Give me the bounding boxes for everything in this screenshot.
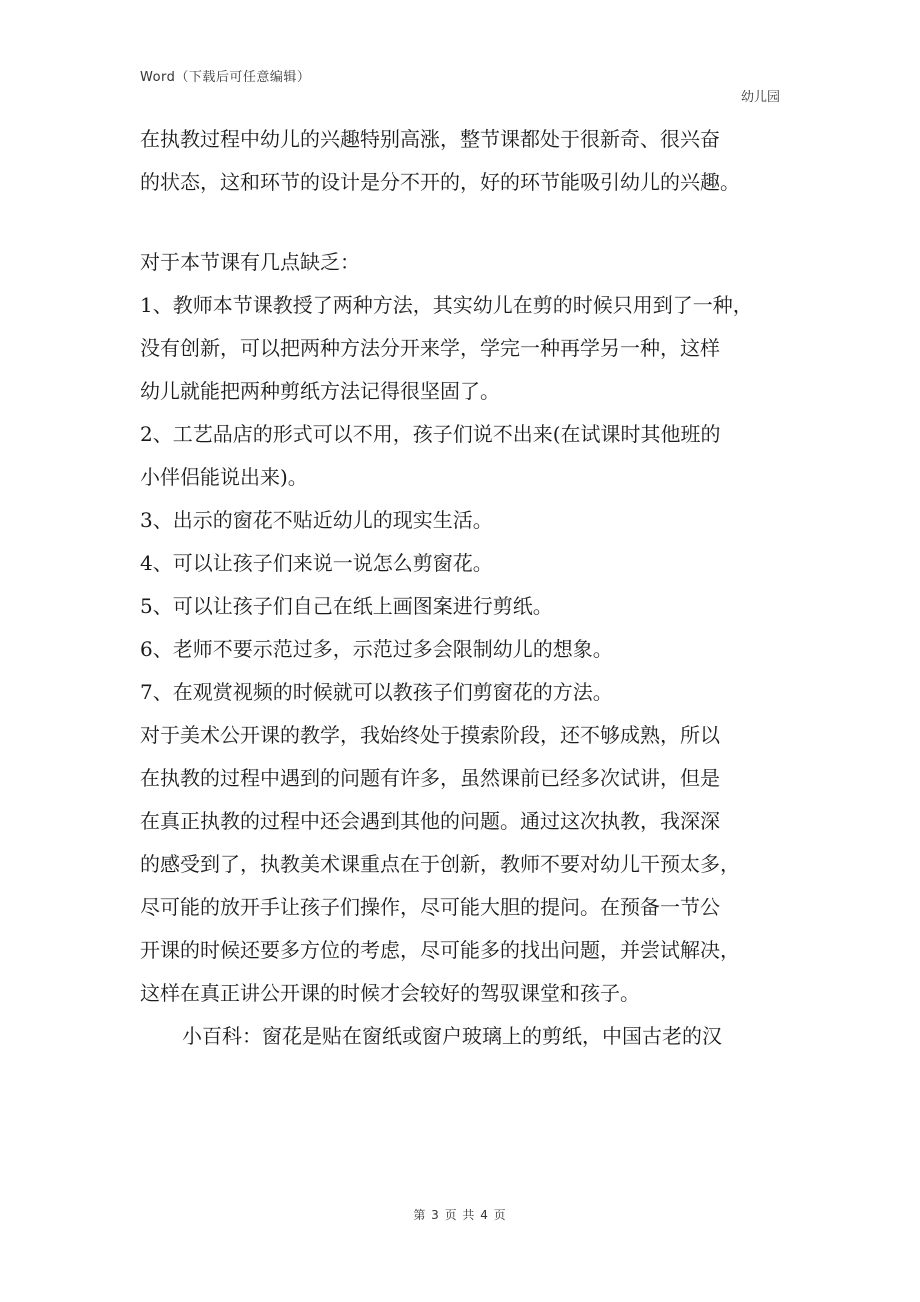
text-line: 4、可以让孩子们来说一说怎么剪窗花。 bbox=[140, 551, 493, 575]
text-line: 在执教过程中幼儿的兴趣特别高涨，整节课都处于很新奇、很兴奋 bbox=[140, 127, 720, 151]
text-line: 对于本节课有几点缺乏： bbox=[140, 250, 360, 274]
text-line: 这样在真正讲公开课的时候才会较好的驾驭课堂和孩子。 bbox=[140, 981, 640, 1005]
text-line: 小伴侣能说出来)。 bbox=[140, 465, 308, 489]
text-line: 5、可以让孩子们自己在纸上画图案进行剪纸。 bbox=[140, 594, 553, 618]
page-number-footer: 第 3 页 共 4 页 bbox=[413, 1208, 507, 1222]
text-line: 在真正执教的过程中还会遇到其他的问题。通过这次执教，我深深 bbox=[140, 809, 720, 833]
text-line: 的状态，这和环节的设计是分不开的，好的环节能吸引幼儿的兴趣。 bbox=[140, 170, 740, 194]
text-line: 在执教的过程中遇到的问题有许多，虽然课前已经多次试讲，但是 bbox=[140, 766, 720, 790]
text-line: 开课的时候还要多方位的考虑，尽可能多的找出问题，并尝试解决， bbox=[140, 938, 740, 962]
text-line: 没有创新，可以把两种方法分开来学，学完一种再学另一种，这样 bbox=[140, 336, 720, 360]
document-header-right: 幼儿园 bbox=[740, 90, 780, 105]
text-line: 3、出示的窗花不贴近幼儿的现实生活。 bbox=[140, 508, 493, 532]
document-header-left: Word（下载后可任意编辑） bbox=[140, 70, 311, 85]
text-line: 对于美术公开课的教学，我始终处于摸索阶段，还不够成熟，所以 bbox=[140, 723, 720, 747]
text-line: 的感受到了，执教美术课重点在于创新，教师不要对幼儿干预太多， bbox=[140, 852, 740, 876]
text-line: 2、工艺品店的形式可以不用，孩子们说不出来(在试课时其他班的 bbox=[140, 422, 721, 446]
text-line: 小百科：窗花是贴在窗纸或窗户玻璃上的剪纸，中国古老的汉 bbox=[182, 1024, 722, 1048]
text-line: 尽可能的放开手让孩子们操作，尽可能大胆的提问。在预备一节公 bbox=[140, 895, 720, 919]
text-line: 1、教师本节课教授了两种方法，其实幼儿在剪的时候只用到了一种， bbox=[140, 293, 753, 317]
text-line: 幼儿就能把两种剪纸方法记得很坚固了。 bbox=[140, 379, 500, 403]
text-line: 7、在观赏视频的时候就可以教孩子们剪窗花的方法。 bbox=[140, 680, 613, 704]
document-body bbox=[140, 118, 788, 1058]
text-line: 6、老师不要示范过多，示范过多会限制幼儿的想象。 bbox=[140, 637, 613, 661]
